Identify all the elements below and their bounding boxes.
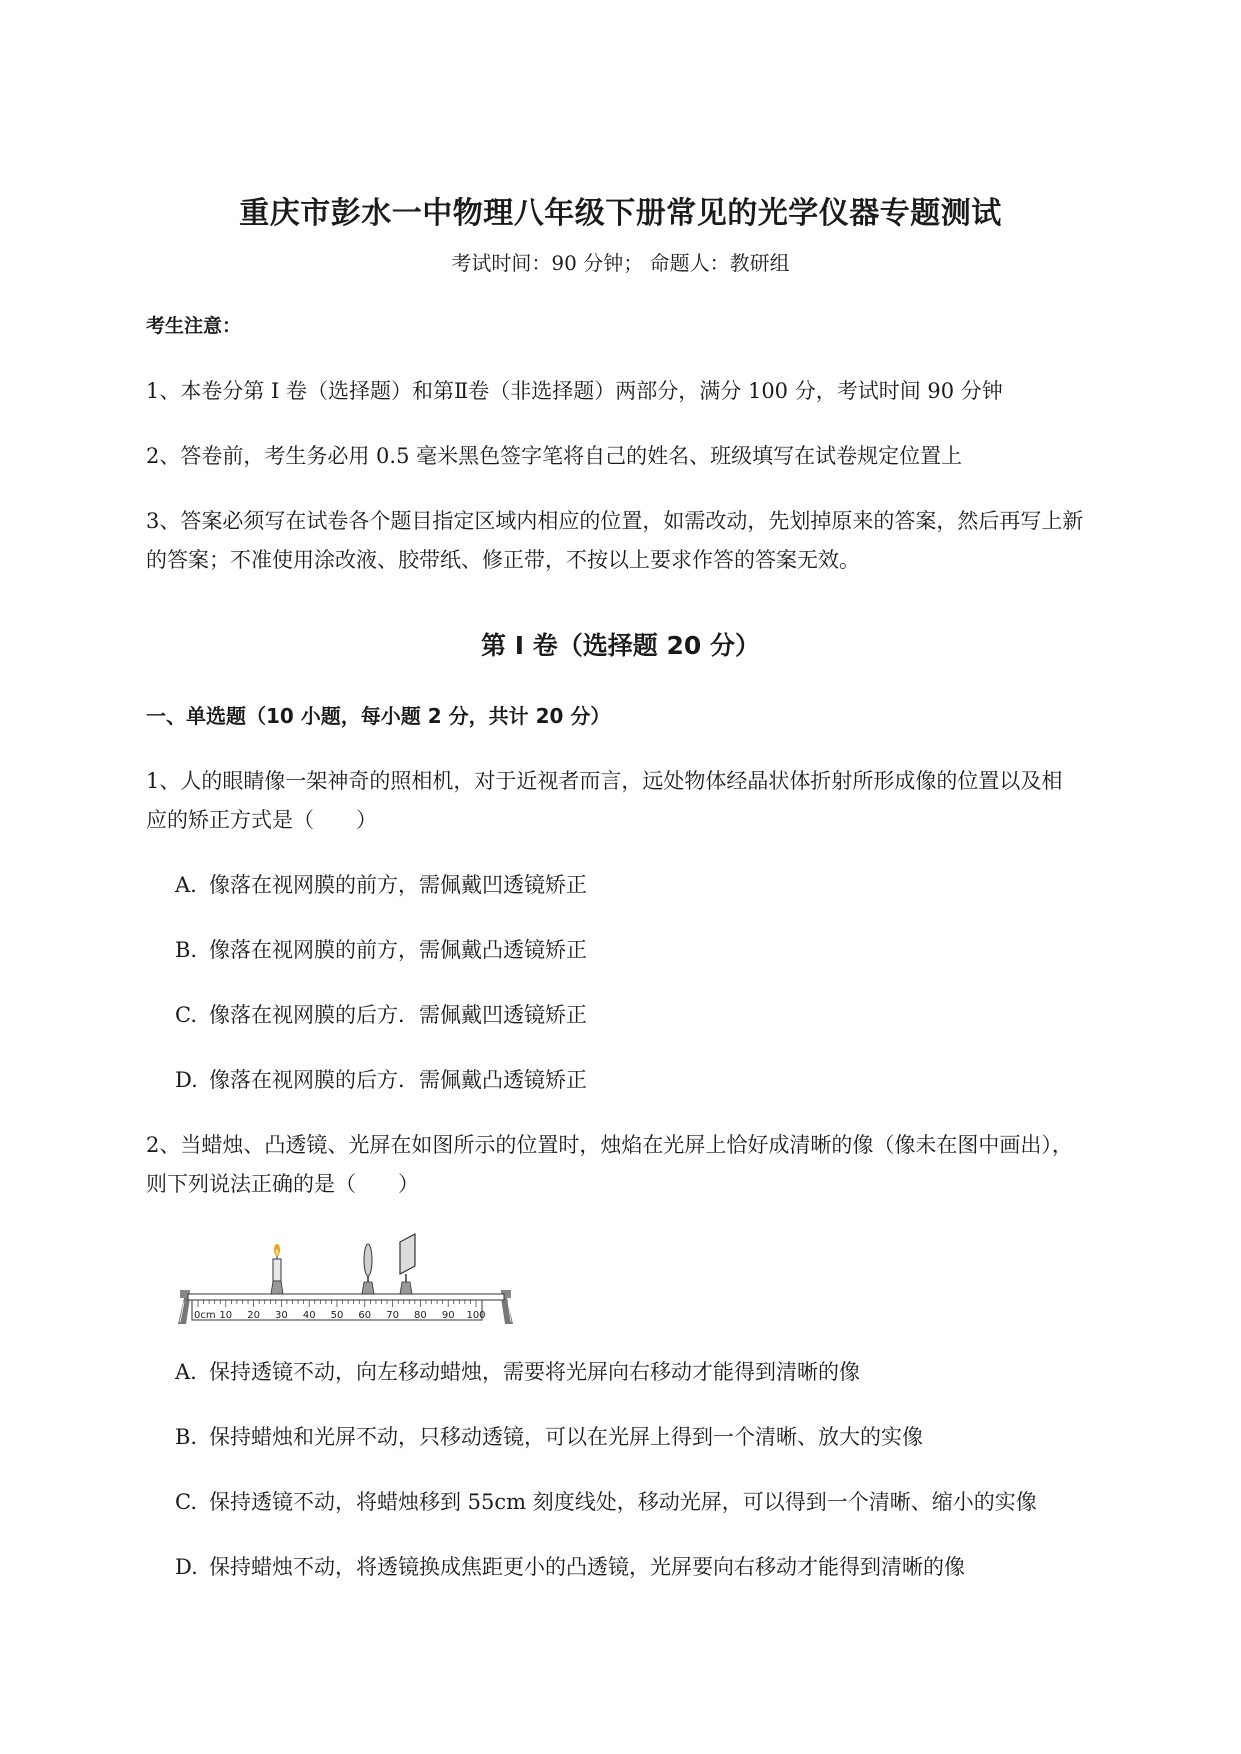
- question-1-option-d[interactable]: [175, 1066, 587, 1094]
- scale-label: 40: [302, 1310, 316, 1321]
- candle-icon: [271, 1244, 283, 1294]
- notice-item-2: 2、答卷前，考生务必用 0.5 毫米黑色签字笔将自己的姓名、班级填写在试卷规定位置上: [146, 444, 963, 468]
- question-1-stem-line-2: 应的矫正方式是（ ）: [146, 808, 377, 832]
- option-text: 像落在视网膜的后方．需佩戴凹透镜矫正: [209, 1003, 587, 1027]
- question-1-option-c[interactable]: [175, 1001, 587, 1029]
- option-letter: C.: [175, 1490, 197, 1514]
- question-type-heading: 一、单选题（10 小题，每小题 2 分，共计 20 分）: [146, 704, 611, 728]
- convex-lens-icon: [362, 1244, 374, 1294]
- optical-bench-rail: [188, 1294, 504, 1300]
- scale-label: 20: [247, 1310, 260, 1321]
- question-1-option-a[interactable]: [175, 871, 587, 899]
- scale-label: 90: [441, 1310, 455, 1321]
- scale-label: 80: [414, 1310, 427, 1321]
- option-text: 保持透镜不动，向左移动蜡烛，需要将光屏向右移动才能得到清晰的像: [209, 1360, 860, 1384]
- option-text: 保持透镜不动，将蜡烛移到 55cm 刻度线处，移动光屏，可以得到一个清晰、缩小的实像: [209, 1490, 1037, 1514]
- notice-heading: 考生注意：: [146, 315, 242, 337]
- option-letter: B.: [175, 938, 198, 962]
- option-text: 像落在视网膜的前方，需佩戴凸透镜矫正: [209, 938, 587, 962]
- question-1-option-b[interactable]: [175, 936, 587, 964]
- option-letter: D.: [175, 1555, 198, 1579]
- notice-item-1: 1、本卷分第 I 卷（选择题）和第Ⅱ卷（非选择题）两部分，满分 100 分，考试时间 90 分钟: [146, 379, 1003, 403]
- scale-label: 30: [275, 1310, 288, 1321]
- scale-label: 60: [358, 1310, 372, 1321]
- option-letter: B.: [175, 1425, 198, 1449]
- scale-label: 100: [466, 1310, 486, 1321]
- scale-label: 50: [330, 1310, 344, 1321]
- question-2-option-d[interactable]: [175, 1553, 965, 1581]
- option-letter: C.: [175, 1003, 197, 1027]
- notice-item-3-line-1: 3、答案必须写在试卷各个题目指定区域内相应的位置，如需改动，先划掉原来的答案，然后再写上新: [146, 509, 1084, 533]
- scale-label: 0cm: [194, 1310, 216, 1321]
- option-text: 保持蜡烛不动，将透镜换成焦距更小的凸透镜，光屏要向右移动才能得到清晰的像: [209, 1555, 965, 1579]
- question-2-stem-line-2: 则下列说法正确的是（ ）: [146, 1172, 419, 1196]
- section-title: 第 I 卷（选择题 20 分）: [481, 631, 760, 660]
- question-2-option-a[interactable]: [175, 1358, 860, 1386]
- option-letter: A.: [175, 873, 197, 897]
- light-screen-icon: [400, 1234, 415, 1294]
- question-2-option-b[interactable]: [175, 1423, 923, 1451]
- exam-info: 考试时间：90 分钟； 命题人：教研组: [451, 251, 790, 275]
- scale-label: 70: [386, 1310, 399, 1321]
- option-text: 像落在视网膜的前方，需佩戴凹透镜矫正: [209, 873, 587, 897]
- notice-item-3-line-2: 的答案；不准使用涂改液、胶带纸、修正带，不按以上要求作答的答案无效。: [146, 548, 860, 572]
- question-1-stem-line-1: 1、人的眼睛像一架神奇的照相机，对于近视者而言，远处物体经晶状体折射所形成像的位置以及相: [146, 769, 1063, 793]
- scale-label: 10: [219, 1310, 233, 1321]
- option-letter: A.: [175, 1360, 197, 1384]
- option-letter: D.: [175, 1068, 198, 1092]
- page-title: 重庆市彭水一中物理八年级下册常见的光学仪器专题测试: [239, 196, 1002, 231]
- optical-bench-figure: [178, 1232, 514, 1326]
- option-text: 像落在视网膜的后方．需佩戴凸透镜矫正: [209, 1068, 587, 1092]
- question-2-stem-line-1: 2、当蜡烛、凸透镜、光屏在如图所示的位置时，烛焰在光屏上恰好成清晰的像（像未在图中画出），: [146, 1133, 1073, 1157]
- option-text: 保持蜡烛和光屏不动，只移动透镜，可以在光屏上得到一个清晰、放大的实像: [209, 1425, 923, 1449]
- question-2-option-c[interactable]: [175, 1488, 1037, 1516]
